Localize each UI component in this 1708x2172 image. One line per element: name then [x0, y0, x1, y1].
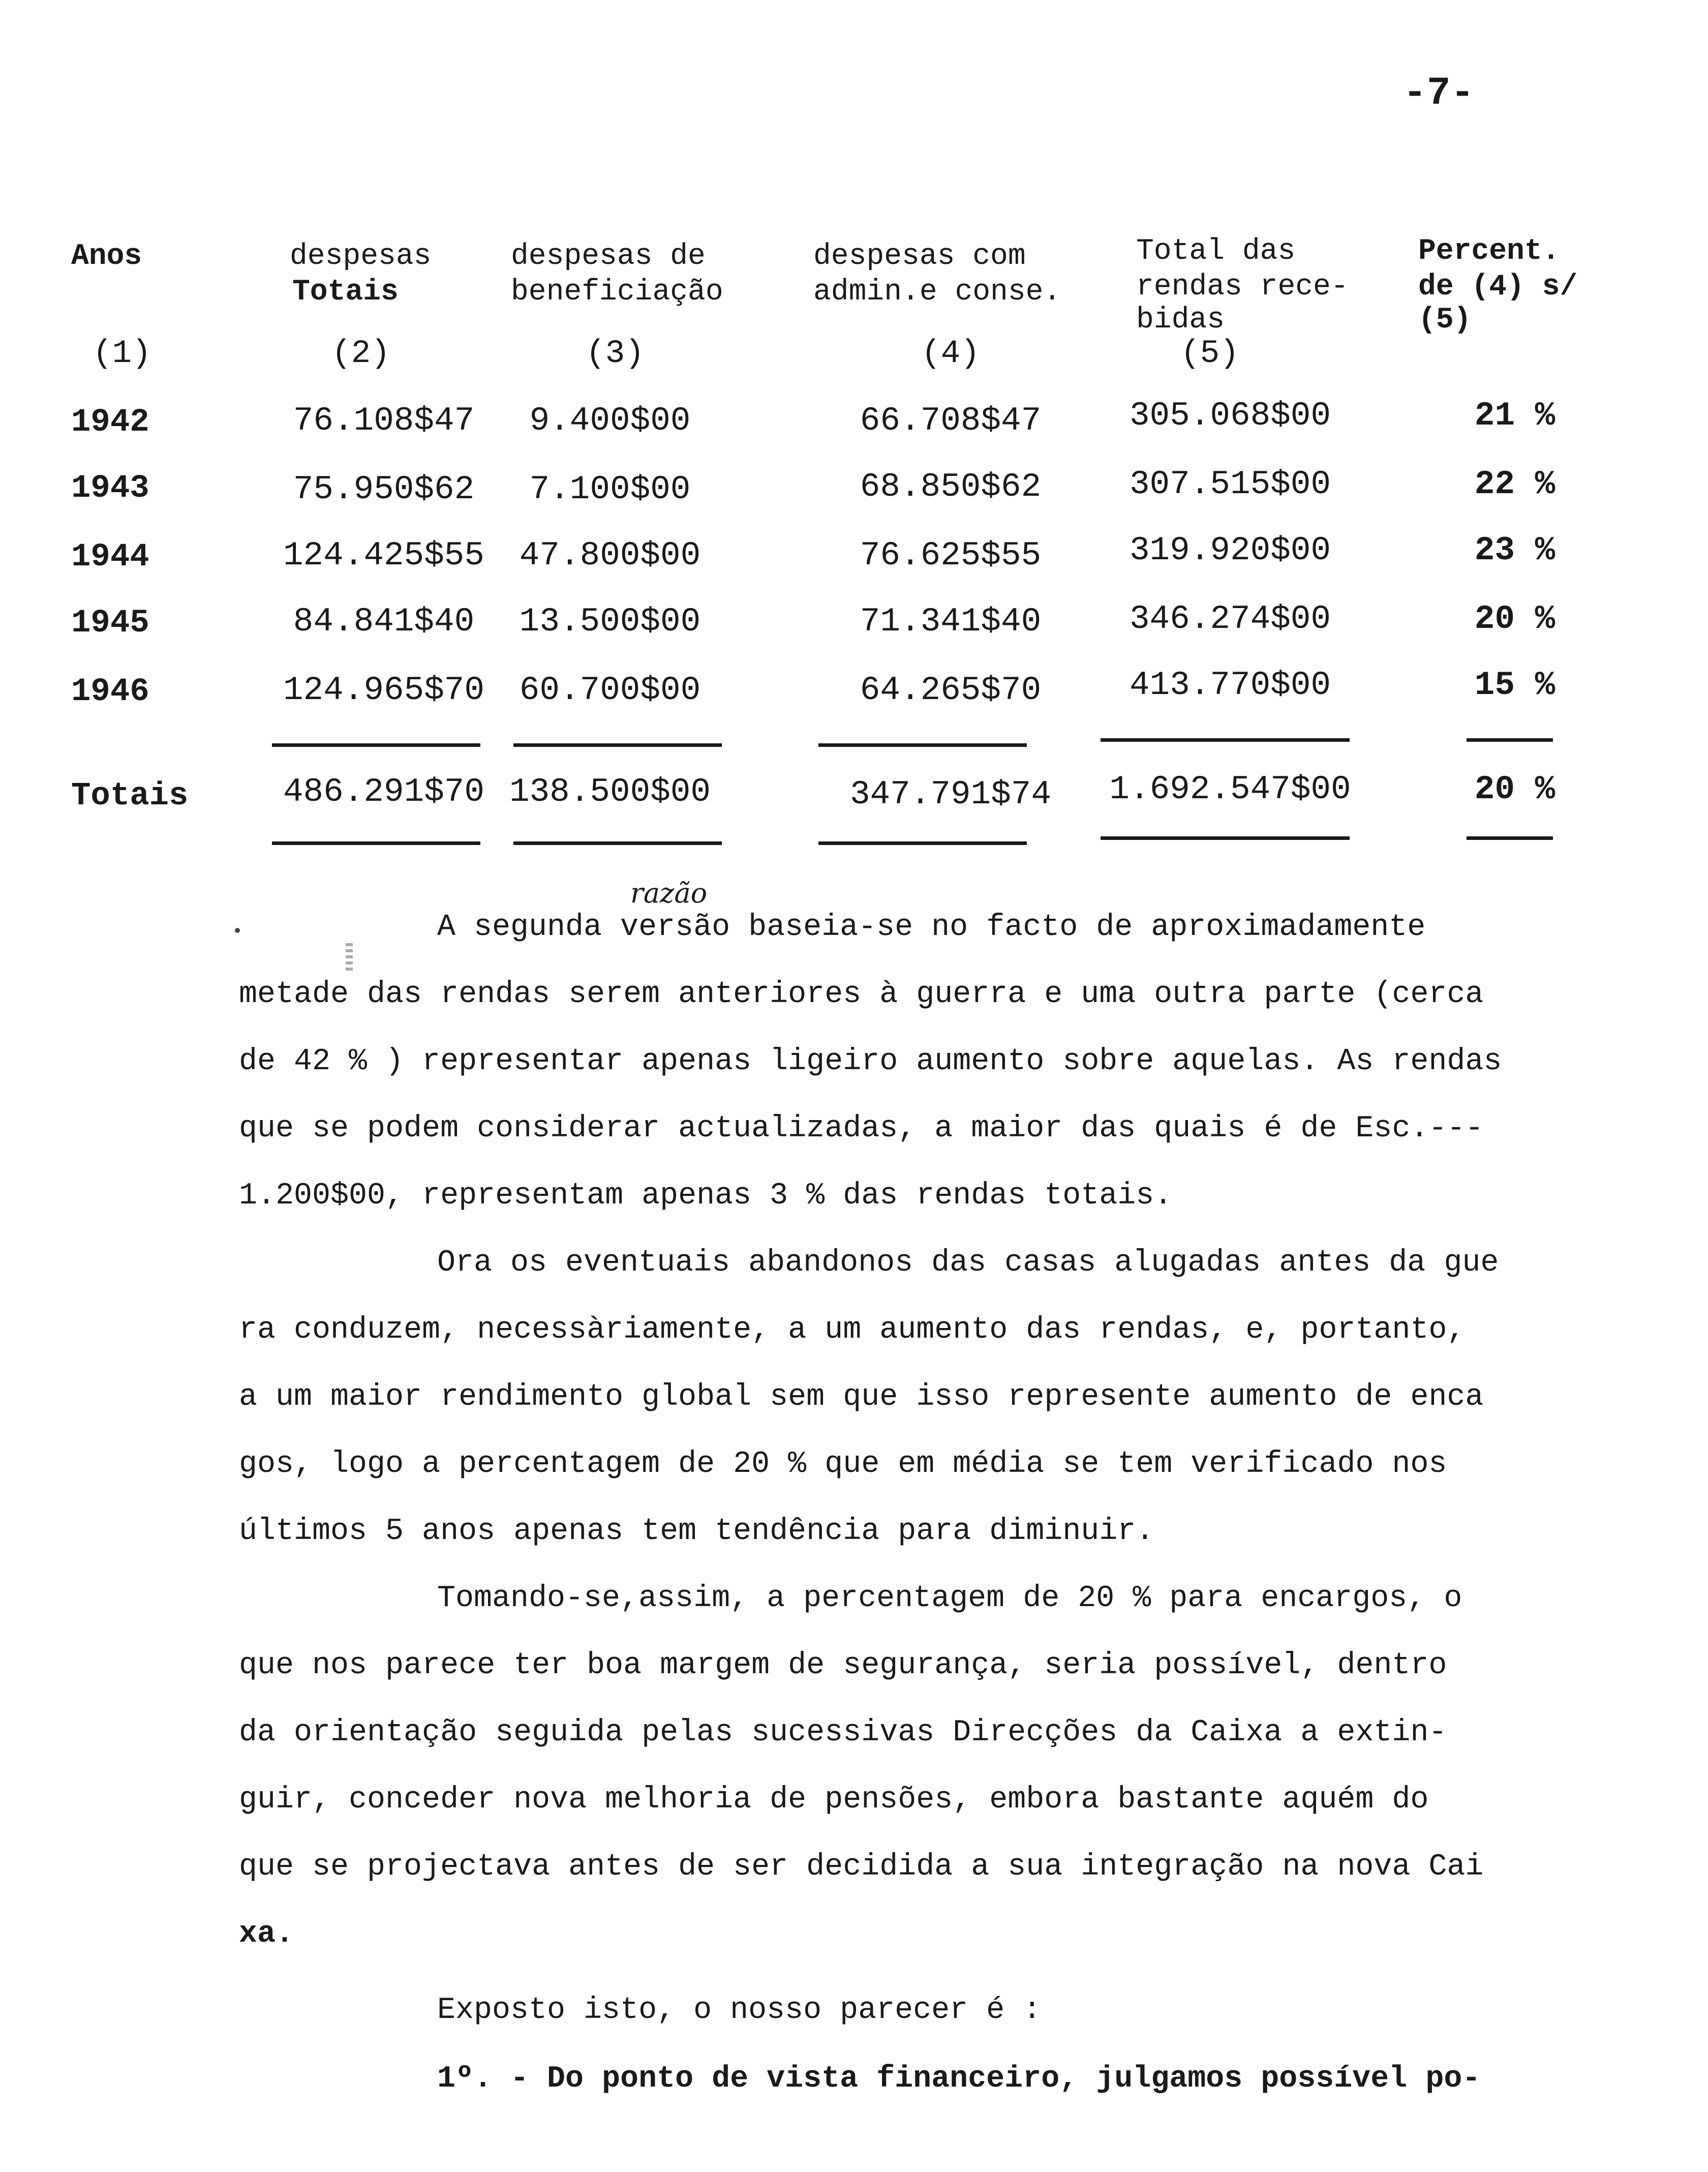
cell-admin: 76.625$55 [860, 536, 1042, 575]
row-year: 1942 [71, 404, 149, 441]
cell-total: 486.291$70 [283, 773, 485, 811]
rule-below-totals [1101, 836, 1350, 840]
cell-total: 76.108$47 [293, 402, 475, 440]
text-line: a um maior rendimento global sem que isso represente aumento de enca [239, 1380, 1484, 1414]
column-number-4: (4) [921, 336, 980, 372]
cell-rendas: 1.692.547$00 [1109, 770, 1351, 808]
cell-pct: 20 % [1474, 600, 1556, 638]
ink-dot [235, 928, 240, 933]
column-number-1: (1) [93, 336, 151, 372]
cell-admin: 68.850$62 [860, 468, 1042, 506]
rule-below-totals [1467, 836, 1553, 840]
cell-total: 124.425$55 [283, 536, 485, 575]
text-line: que se projectava antes de ser decidida a sua integração na nova Cai [239, 1850, 1484, 1884]
cell-total: 124.965$70 [283, 671, 485, 709]
text-line: que nos parece ter boa margem de segurança, seria possível, dentro [239, 1648, 1447, 1683]
cell-benef: 138.500$00 [509, 773, 711, 811]
column-number-3: (3) [586, 336, 645, 372]
text-line: gos, logo a percentagem de 20 % que em média se tem verificado nos [239, 1447, 1447, 1482]
text-line: 1.200$00, representam apenas 3 % das rendas totais. [239, 1179, 1173, 1213]
row-year: 1944 [71, 539, 149, 576]
handwritten-correction: razão [630, 877, 708, 909]
parecer-intro: Exposto isto, o nosso parecer é : [437, 1993, 1042, 2028]
cell-rendas: 305.068$00 [1129, 397, 1331, 435]
header-despesas-totais-l2: Totais [292, 276, 399, 309]
row-year: 1945 [71, 605, 149, 642]
page-number: -7- [1403, 71, 1475, 116]
cell-benef: 13.500$00 [519, 602, 701, 641]
text-line: A segunda versão baseia-se no facto de aproximadamente [437, 910, 1426, 945]
header-rendas-l3: bidas [1136, 304, 1225, 337]
row-year: 1946 [71, 674, 149, 710]
rule-above-totals [272, 743, 480, 747]
cell-benef: 7.100$00 [529, 470, 691, 508]
rule-below-totals [818, 841, 1027, 845]
text-line: Ora os eventuais abandonos das casas alugadas antes da gue [437, 1246, 1499, 1280]
header-percent-l1: Percent. [1418, 235, 1560, 268]
rule-above-totals [513, 743, 722, 747]
header-admin-l1: despesas com [813, 240, 1026, 273]
cell-rendas: 307.515$00 [1129, 465, 1331, 503]
text-line: guir, conceder nova melhoria de pensões, embora bastante aquém do [239, 1783, 1429, 1817]
cell-pct: 22 % [1474, 465, 1556, 503]
cell-total: 75.950$62 [293, 470, 475, 508]
cell-benef: 47.800$00 [519, 536, 701, 575]
parecer-item-1: 1º. - Do ponto de vista financeiro, julgamos possível po- [437, 2062, 1481, 2096]
cell-total: 84.841$40 [293, 602, 475, 641]
cell-pct: 23 % [1474, 531, 1556, 569]
text-line: da orientação seguida pelas sucessivas Direcções da Caixa a extin- [239, 1715, 1447, 1750]
header-percent-l2: de (4) s/ [1418, 270, 1578, 304]
header-rendas-l2: rendas rece- [1136, 270, 1349, 304]
cell-admin: 64.265$70 [860, 671, 1042, 709]
column-number-5: (5) [1180, 336, 1239, 372]
rule-above-totals [1467, 738, 1553, 742]
cell-admin: 66.708$47 [860, 402, 1042, 440]
header-anos: Anos [71, 240, 142, 273]
column-number-2: (2) [331, 336, 390, 372]
cell-pct: 21 % [1474, 397, 1556, 435]
ink-mark [346, 943, 353, 974]
totals-label: Totais [71, 778, 189, 814]
header-despesas-totais-l1: despesas [290, 240, 432, 273]
header-admin-l2: admin.e conse. [813, 276, 1061, 309]
rule-above-totals [818, 743, 1027, 747]
cell-pct: 15 % [1474, 666, 1556, 704]
rule-below-totals [272, 841, 480, 845]
text-line: xa. [239, 1917, 294, 1951]
cell-rendas: 319.920$00 [1129, 531, 1331, 569]
rule-above-totals [1101, 738, 1350, 742]
cell-rendas: 413.770$00 [1129, 666, 1331, 704]
row-year: 1943 [71, 470, 149, 507]
rule-below-totals [513, 841, 722, 845]
text-line: de 42 % ) representar apenas ligeiro aumento sobre aquelas. As rendas [239, 1044, 1502, 1079]
text-line: últimos 5 anos apenas tem tendência para diminuir. [239, 1514, 1154, 1549]
cell-pct: 20 % [1474, 770, 1556, 808]
text-line: Tomando-se,assim, a percentagem de 20 % para encargos, o [437, 1581, 1462, 1616]
header-rendas-l1: Total das [1136, 235, 1296, 268]
header-percent-l3: (5) [1418, 304, 1472, 337]
cell-rendas: 346.274$00 [1129, 600, 1331, 638]
cell-admin: 347.791$74 [849, 775, 1052, 813]
text-line: metade das rendas serem anteriores à guerra e uma outra parte (cerca [239, 977, 1484, 1012]
header-beneficiacao-l2: beneficiação [511, 276, 723, 309]
text-line: que se podem considerar actualizadas, a maior das quais é de Esc.--- [239, 1111, 1484, 1146]
text-line: ra conduzem, necessàriamente, a um aumento das rendas, e, portanto, [239, 1313, 1466, 1347]
header-beneficiacao-l1: despesas de [511, 240, 706, 273]
cell-admin: 71.341$40 [860, 602, 1042, 641]
cell-benef: 9.400$00 [529, 402, 691, 440]
cell-benef: 60.700$00 [519, 671, 701, 709]
